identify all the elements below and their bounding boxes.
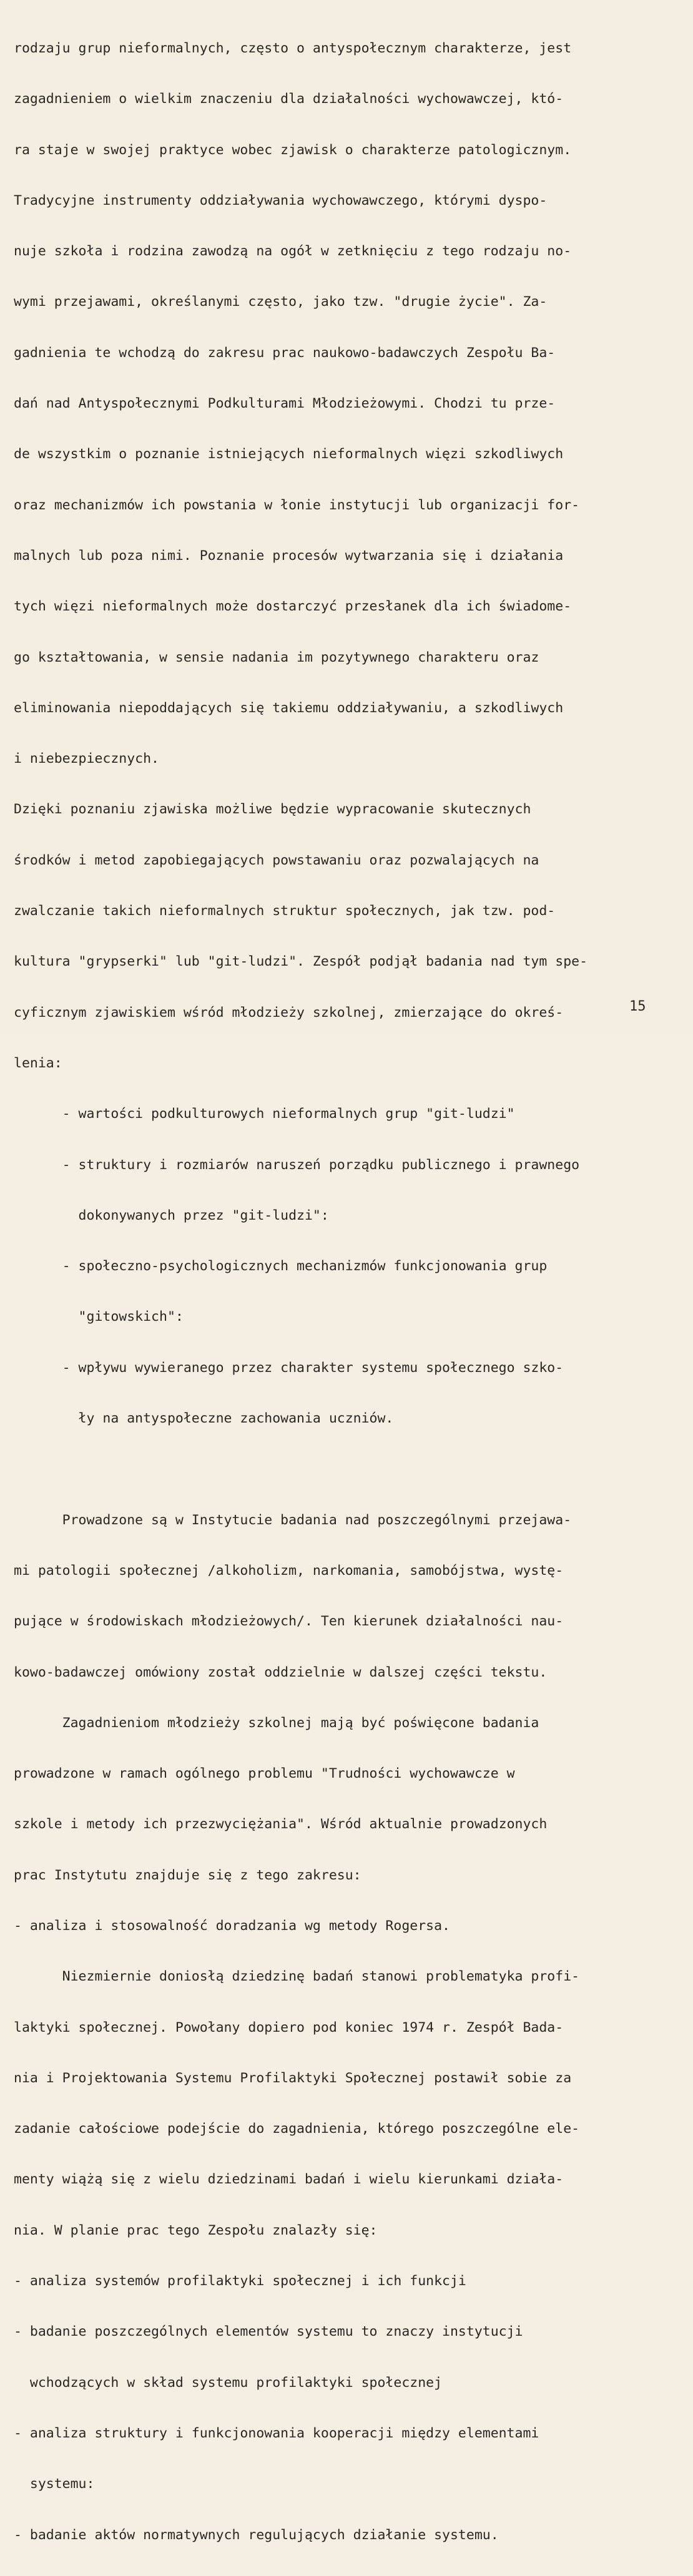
text-line: gadnienia te wchodzą do zakresu prac naukowo-badawczych Zespołu Ba-	[14, 345, 556, 361]
list-item: - społeczno-psychologicznych mechanizmów funkcjonowania grup	[14, 1258, 548, 1275]
text-line: Dzięki poznaniu zjawiska możliwe będzie wypracowanie skutecznych	[14, 801, 531, 818]
list-item: dokonywanych przez "git-ludzi":	[14, 1207, 329, 1223]
text-line: kultura "grypserki" lub "git-ludzi". Zespół podjął badania nad tym spe-	[14, 954, 588, 970]
list-item: "gitowskich":	[14, 1309, 184, 1325]
list-item: wchodzących w skład systemu profilaktyki społecznej	[14, 2374, 443, 2391]
text-line: zadanie całościowe podejście do zagadnienia, którego poszczególne ele-	[14, 2121, 580, 2137]
text-line: tych więzi nieformalnych może dostarczyć przesłanek dla ich świadome-	[14, 599, 572, 615]
text-line: kowo-badawczej omówiony został oddzielnie w dalszej części tekstu.	[14, 1664, 548, 1680]
text-line: i niebezpiecznych.	[14, 751, 159, 767]
text-line: wymi przejawami, określanymi często, jako tzw. "drugie życie". Za-	[14, 294, 548, 310]
text-line: prac Instytutu znajduje się z tego zakresu:	[14, 1867, 361, 1883]
text-line: zagadnieniem o wielkim znaczeniu dla działalności wychowawczej, któ-	[14, 91, 564, 107]
text-line: dań nad Antyspołecznymi Podkulturami Młodzieżowymi. Chodzi tu prze-	[14, 396, 556, 412]
list-item: - analiza systemów profilaktyki społecznej i ich funkcji	[14, 2273, 466, 2290]
text-line: ra staje w swojej praktyce wobec zjawisk o charakterze patologicznym.	[14, 142, 572, 158]
page-number: 15	[629, 999, 646, 1014]
list-item: systemu:	[14, 2476, 95, 2492]
text-line: Tradycyjne instrumenty oddziaływania wychowawczego, którymi dyspo-	[14, 192, 548, 208]
body-text	[14, 7, 663, 2576]
text-line: nia i Projektowania Systemu Profilaktyki Społecznej postawił sobie za	[14, 2070, 572, 2086]
text-line: go kształtowania, w sensie nadania im pozytywnego charakteru oraz	[14, 649, 539, 665]
text-line: cyficznym zjawiskiem wśród młodzieży szkolnej, zmierzające do okreś-	[14, 1004, 564, 1021]
text-line: de wszystkim o poznanie istniejących nieformalnych więzi szkodliwych	[14, 446, 564, 463]
list-item: - badanie poszczególnych elementów systemu to znaczy instytucji	[14, 2324, 523, 2340]
text-line: Zagadnieniom młodzieży szkolnej mają być poświęcone badania	[14, 1715, 539, 1731]
text-line: menty wiążą się z wielu dziedzinami badań i wielu kierunkami działa-	[14, 2172, 564, 2188]
text-line: nia. W planie prac tego Zespołu znalazły się:	[14, 2222, 378, 2238]
text-line: lenia:	[14, 1055, 62, 1071]
list-item: - wartości podkulturowych nieformalnych grup "git-ludzi"	[14, 1106, 515, 1122]
text-line: prowadzone w ramach ogólnego problemu "Trudności wychowawcze w	[14, 1766, 515, 1782]
text-line: rodzaju grup nieformalnych, często o antyspołecznym charakterze, jest	[14, 41, 572, 56]
text-line: szkole i metody ich przezwyciężania". Wśród aktualnie prowadzonych	[14, 1816, 548, 1833]
blank-line	[14, 1459, 663, 1479]
text-line: nuje szkoła i rodzina zawodzą na ogół w zetknięciu z tego rodzaju no-	[14, 243, 572, 260]
text-line: Prowadzone są w Instytucie badania nad poszczególnymi przejawa-	[14, 1512, 572, 1528]
text-line: zwalczanie takich nieformalnych struktur społecznych, jak tzw. pod-	[14, 903, 556, 919]
list-item: - wpływu wywieranego przez charakter systemu społecznego szko-	[14, 1359, 564, 1376]
list-item: - analiza struktury i funkcjonowania kooperacji między elementami	[14, 2425, 539, 2441]
text-line: środków i metod zapobiegających powstawaniu oraz pozwalających na	[14, 852, 539, 868]
text-line: Niezmiernie doniosłą dziedzinę badań stanowi problematyka profi-	[14, 1969, 580, 1985]
text-line: pujące w środowiskach młodzieżowych/. Ten kierunek działalności nau-	[14, 1614, 564, 1630]
list-item: ły na antyspołeczne zachowania uczniów.	[14, 1411, 394, 1427]
text-line: oraz mechanizmów ich powstania w łonie instytucji lub organizacji for-	[14, 497, 580, 513]
list-item: - badanie aktów normatywnych regulujących działanie systemu.	[14, 2527, 499, 2543]
list-item: - analiza i stosowalność doradzania wg metody Rogersa.	[14, 1917, 450, 1934]
text-line: malnych lub poza nimi. Poznanie procesów wytwarzania się i działania	[14, 547, 564, 564]
text-line: laktyki społecznej. Powołany dopiero pod koniec 1974 r. Zespół Bada-	[14, 2019, 564, 2035]
text-line: mi patologii społecznej /alkoholizm, narkomania, samobójstwa, wystę-	[14, 1562, 564, 1579]
text-line: eliminowania niepoddających się takiemu oddziaływaniu, a szkodliwych	[14, 700, 564, 716]
list-item: - struktury i rozmiarów naruszeń porządku publicznego i prawnego	[14, 1157, 580, 1173]
